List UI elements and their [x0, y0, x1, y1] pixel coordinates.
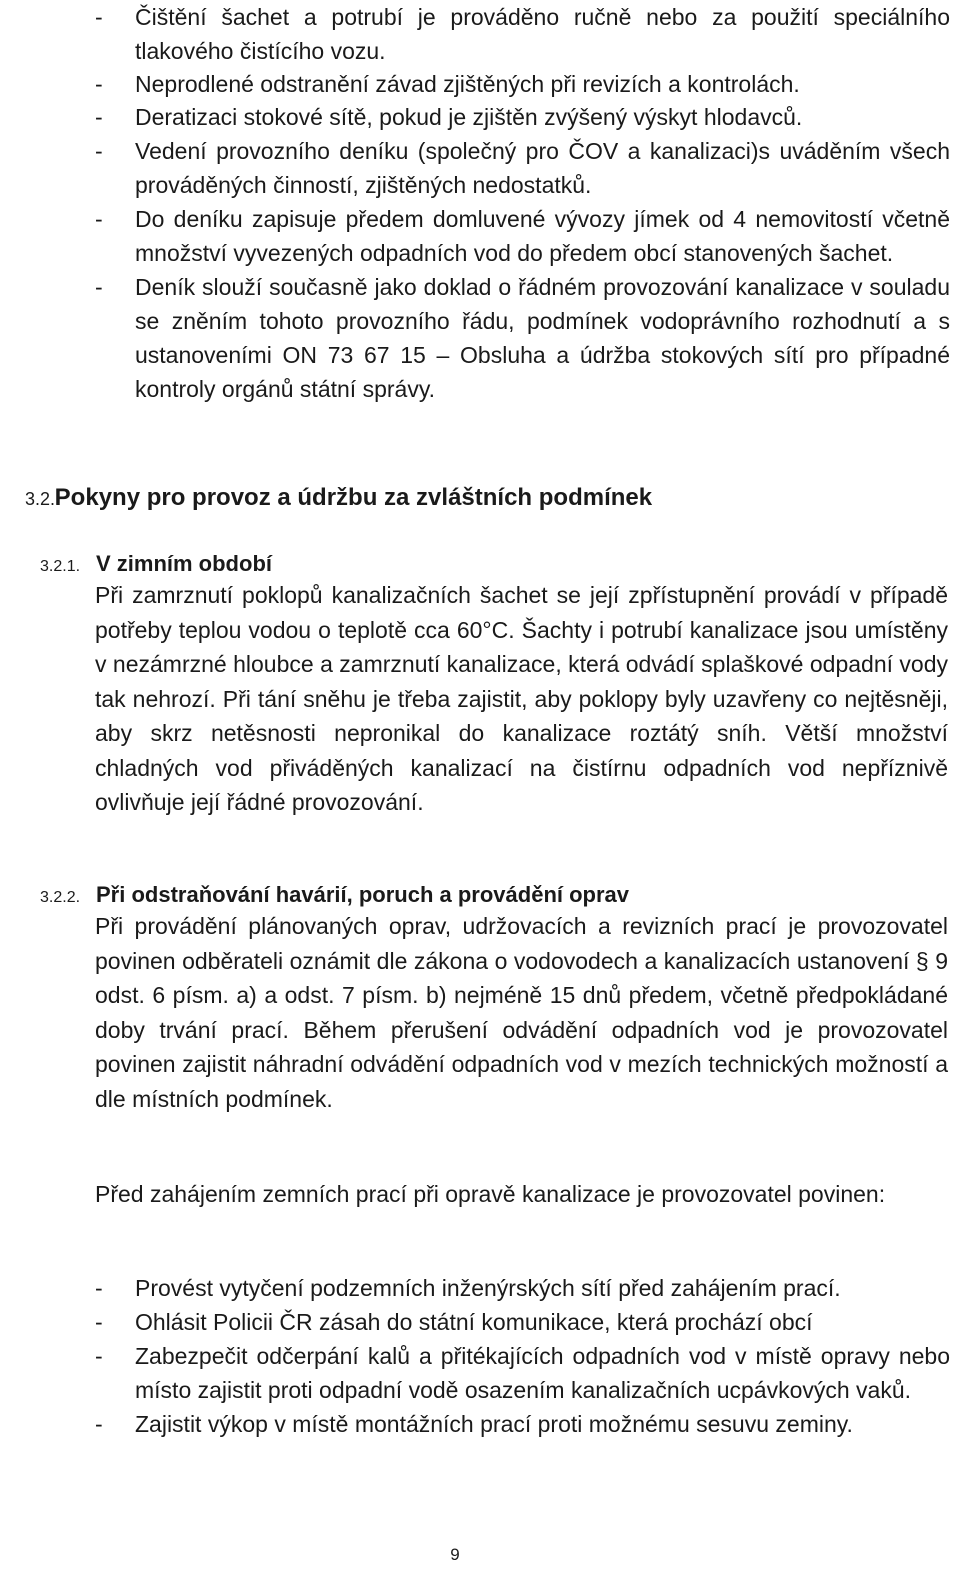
obligations-intro: Před zahájením zemních prací při opravě kanalizace je provozovatel povinen:	[95, 1181, 886, 1207]
subsection-title: Při odstraňování havárií, poruch a provádění oprav	[96, 882, 630, 907]
bullet-dash: -	[95, 206, 103, 232]
bullet-dash: -	[95, 4, 103, 30]
maintenance-activities-list	[95, 0, 950, 406]
list-item-text: Zabezpečit odčerpání kalů a přitékajících odpadních vod v místě opravy nebo místo zajistit proti odpadní vodě osazením kanalizačních ucpávkových vaků.	[135, 1343, 950, 1403]
list-item	[95, 270, 950, 406]
subsection-number: 3.2.1.	[40, 558, 81, 575]
bullet-dash: -	[95, 104, 103, 130]
list-item	[95, 1407, 950, 1441]
list-item-text: Provést vytyčení podzemních inženýrských sítí před zahájením prací.	[135, 1275, 841, 1301]
bullet-dash: -	[95, 138, 103, 164]
bullet-dash: -	[95, 1411, 103, 1437]
section-heading	[25, 484, 652, 512]
list-item-text: Deratizaci stokové sítě, pokud je zjištěn zvýšený výskyt hlodavců.	[135, 104, 803, 130]
list-item	[95, 1339, 950, 1407]
bullet-dash: -	[95, 274, 103, 300]
page-number: 9	[450, 1545, 460, 1564]
winter-paragraph: Při zamrznutí poklopů kanalizačních šachet se její zpřístupnění provádí v případě potřeby teplou vodou o teplotě cca 60°C. Šachty i potrubí kanalizace jsou umístěny v nezámrzné hloubce a zamrznutí kanalizace, která odvádí splaškové odpadní vody tak nehrozí. Při tání sněhu je třeba zajistit, aby poklopy byly uzavřeny co nejtěsněji, aby skrz netěsnosti nepronikal do kanalizace roztátý sníh. Větší množství chladných vod přiváděných kanalizací na čistírnu odpadních vod nepříznivě ovlivňuje její řádné provozování.	[95, 582, 948, 815]
section-number: 3.2.	[25, 489, 56, 509]
list-item-text: Zajistit výkop v místě montážních prací proti možnému sesuvu zeminy.	[135, 1411, 853, 1437]
subsection-title: V zimním období	[96, 551, 272, 576]
list-item-text: Neprodlené odstranění závad zjištěných při revizích a kontrolách.	[135, 71, 800, 97]
list-item	[95, 134, 950, 202]
list-item-text: Do deníku zapisuje předem domluvené vývozy jímek od 4 nemovitostí včetně množství vyvezených odpadních vod do předem obcí stanovených šachet.	[135, 206, 950, 266]
list-item	[95, 1305, 950, 1339]
list-item	[95, 101, 950, 134]
subsection-number: 3.2.2.	[40, 889, 81, 906]
bullet-dash: -	[95, 71, 103, 97]
list-item-text: Ohlásit Policii ČR zásah do státní komunikace, která prochází obcí	[135, 1309, 813, 1335]
bullet-dash: -	[95, 1275, 103, 1301]
subsection-heading	[40, 551, 272, 577]
subsection-heading	[40, 882, 629, 908]
list-item	[95, 0, 950, 68]
list-item-text: Vedení provozního deníku (společný pro ČOV a kanalizaci)s uváděním všech prováděných činností, zjištěných nedostatků.	[135, 138, 950, 198]
repairs-paragraph: Při provádění plánovaných oprav, udržovacích a revizních prací je provozovatel povinen odběrateli oznámit dle zákona o vodovodech a kanalizacích ustanovení § 9 odst. 6 písm. a) a odst. 7 písm. b) nejméně 15 dnů předem, včetně předpokládané doby trvání prací. Během přerušení odvádění odpadních vod je provozovatel povinen zajistit náhradní odvádění odpadních vod v mezích technických možností a dle místních podmínek.	[95, 913, 948, 1112]
list-item	[95, 1271, 950, 1305]
bullet-dash: -	[95, 1343, 103, 1369]
list-item	[95, 202, 950, 270]
bullet-dash: -	[95, 1309, 103, 1335]
list-item	[95, 68, 950, 101]
list-item-text: Deník slouží současně jako doklad o řádném provozování kanalizace v souladu se zněním tohoto provozního řádu, podmínek vodoprávního rozhodnutí a s ustanoveními ON 73 67 15 – Obsluha a údržba stokových sítí pro případné kontroly orgánů státní správy.	[135, 274, 950, 402]
operator-obligations-list	[95, 1271, 950, 1441]
list-item-text: Čištění šachet a potrubí je prováděno ručně nebo za použití speciálního tlakového čistícího vozu.	[135, 4, 950, 64]
section-title: Pokyny pro provoz a údržbu za zvláštních podmínek	[54, 484, 653, 511]
